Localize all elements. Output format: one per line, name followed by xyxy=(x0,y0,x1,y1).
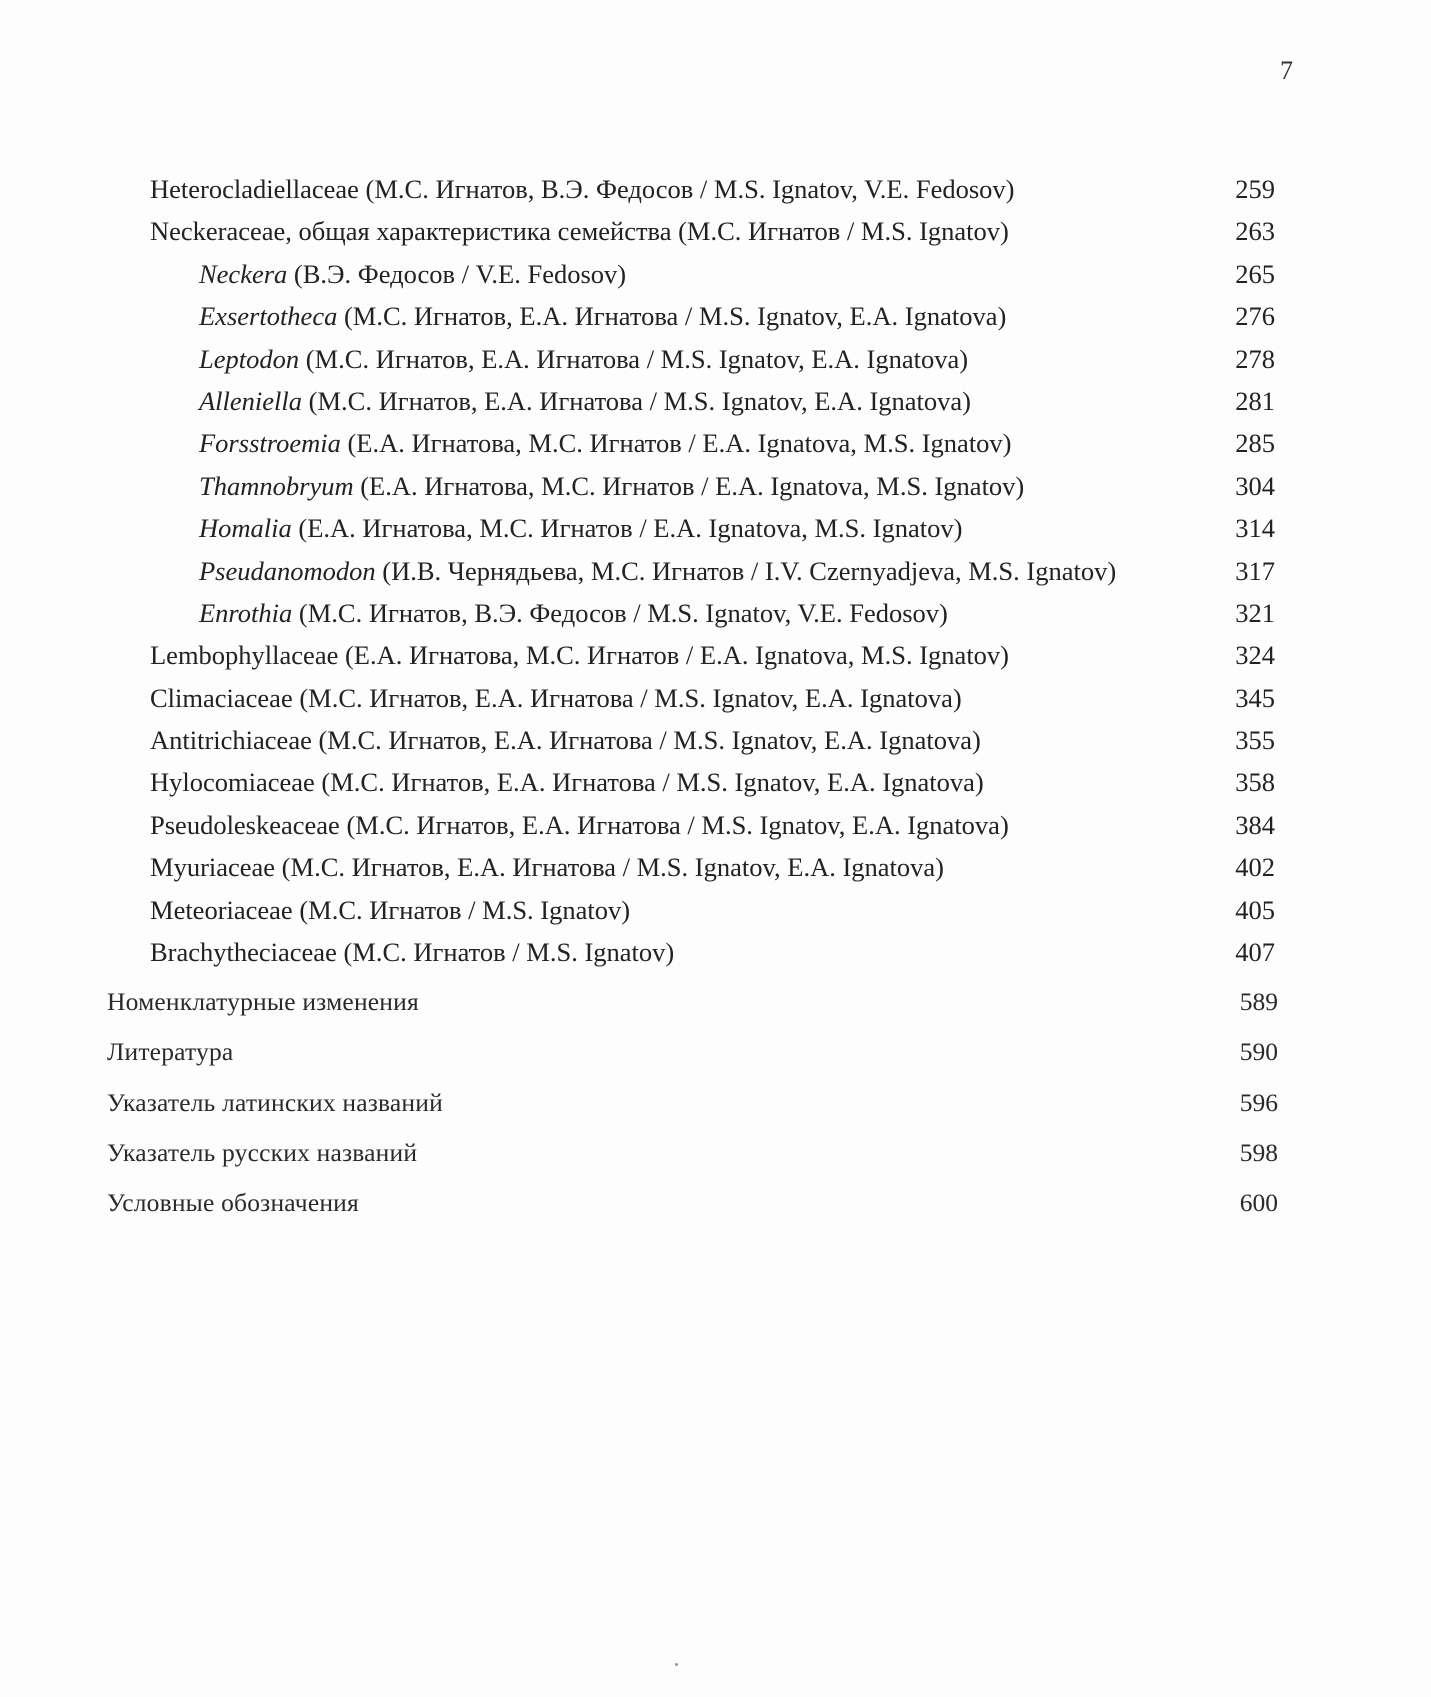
toc-entry-page: 304 xyxy=(1235,470,1275,501)
toc-entry-neckeraceae xyxy=(0,210,1431,252)
toc-entry-neckera xyxy=(0,253,1431,295)
toc-entry-page: 384 xyxy=(1235,809,1275,840)
toc-entry-title: Heterocladiellaceae (М.С. Игнатов, В.Э. Федосов / M.S. Ignatov, V.E. Fedosov) xyxy=(150,174,1015,204)
toc-entry-title: Exsertotheca (М.С. Игнатов, Е.А. Игнатова / M.S. Ignatov, E.A. Ignatova) xyxy=(199,301,1007,332)
genus-name: Exsertotheca xyxy=(199,301,338,332)
toc-entry-page: 345 xyxy=(1235,682,1275,713)
toc-entry-page: 263 xyxy=(1235,216,1275,247)
toc-entry-exsertotheca xyxy=(0,295,1431,337)
toc-entry-title: Climaciaceae (М.С. Игнатов, Е.А. Игнатова / M.S. Ignatov, E.A. Ignatova) xyxy=(150,682,962,713)
toc-section-latin-index xyxy=(0,1078,1431,1128)
genus-name: Leptodon xyxy=(199,343,300,374)
toc-section-title: Номенклатурные изменения xyxy=(107,987,419,1016)
paper-speck xyxy=(675,1663,678,1666)
toc-entry-title: Hylocomiaceae (М.С. Игнатов, Е.А. Игнатова / M.S. Ignatov, E.A. Ignatova) xyxy=(150,767,984,798)
toc-entry-page: 355 xyxy=(1235,725,1275,756)
toc-entry-forsstroemia xyxy=(0,422,1431,464)
toc-entry-page: 405 xyxy=(1235,894,1275,925)
toc-entry-title: Forsstroemia (Е.А. Игнатова, М.С. Игнатов / E.A. Ignatova, M.S. Ignatov) xyxy=(199,428,1012,459)
toc-entry-thamnobryum xyxy=(0,465,1431,507)
toc-entry-leptodon xyxy=(0,338,1431,380)
toc-entry-hylocomiaceae xyxy=(0,761,1431,803)
toc-section-page: 598 xyxy=(1239,1137,1278,1167)
toc-section-russian-index xyxy=(0,1128,1431,1178)
genus-name: Forsstroemia xyxy=(199,428,341,459)
toc-entry-climaciaceae xyxy=(0,677,1431,719)
toc-section-page: 600 xyxy=(1239,1188,1278,1218)
toc-entry-page: 321 xyxy=(1235,597,1275,628)
toc-entry-myuriaceae xyxy=(0,846,1431,888)
genus-name: Neckera xyxy=(199,258,288,289)
toc-back-matter xyxy=(0,977,1431,1228)
toc-entry-page: 358 xyxy=(1235,767,1275,798)
page-number: 7 xyxy=(1280,56,1293,85)
toc-section-title: Указатель латинских названий xyxy=(107,1087,443,1117)
toc-section-legend xyxy=(0,1178,1431,1228)
toc-entry-brachytheciaceae xyxy=(0,931,1431,973)
toc-entry-page: 285 xyxy=(1235,428,1275,459)
toc-entry-lembophyllaceae xyxy=(0,634,1431,676)
toc-entry-antitrichiaceae xyxy=(0,719,1431,761)
toc-entry-title: Leptodon (М.С. Игнатов, Е.А. Игнатова / M.S. Ignatov, E.A. Ignatova) xyxy=(199,343,969,374)
toc-section-literature xyxy=(0,1027,1431,1077)
genus-name: Homalia xyxy=(199,513,292,544)
toc-entry-title: Enrothia (М.С. Игнатов, В.Э. Федосов / M.S. Ignatov, V.E. Fedosov) xyxy=(199,597,948,628)
toc-entry-homalia xyxy=(0,507,1431,549)
genus-name: Enrothia xyxy=(199,597,293,628)
toc-entry-page: 314 xyxy=(1235,513,1275,544)
toc-entry-title: Alleniella (М.С. Игнатов, Е.А. Игнатова / M.S. Ignatov, E.A. Ignatova) xyxy=(199,385,971,416)
toc-section-title: Литература xyxy=(107,1037,234,1067)
toc-entry-pseudoleskeaceae xyxy=(0,804,1431,846)
toc-entry-title: Meteoriaceae (М.С. Игнатов / M.S. Ignatov) xyxy=(150,894,631,925)
toc-entry-heterocladiellaceae xyxy=(0,168,1431,210)
toc-section-nomenclature xyxy=(0,977,1431,1027)
toc-entry-page: 281 xyxy=(1235,385,1275,416)
toc-entry-title: Thamnobryum (Е.А. Игнатова, М.С. Игнатов / E.A. Ignatova, M.S. Ignatov) xyxy=(199,470,1025,501)
toc-entry-enrothia xyxy=(0,592,1431,634)
toc-entry-page: 278 xyxy=(1235,343,1275,374)
toc-section-title: Указатель русских названий xyxy=(107,1137,418,1167)
toc-section-page: 590 xyxy=(1239,1037,1278,1067)
toc-entry-title: Antitrichiaceae (М.С. Игнатов, Е.А. Игнатова / M.S. Ignatov, E.A. Ignatova) xyxy=(150,725,981,756)
toc-section-page: 596 xyxy=(1239,1087,1278,1117)
toc-section-page: 589 xyxy=(1239,987,1278,1016)
toc-entry-title: Pseudoleskeaceae (М.С. Игнатов, Е.А. Игнатова / M.S. Ignatov, E.A. Ignatova) xyxy=(150,809,1009,840)
toc-entry-page: 259 xyxy=(1235,174,1275,204)
toc-entry-title: Lembophyllaceae (Е.А. Игнатова, М.С. Игнатов / E.A. Ignatova, M.S. Ignatov) xyxy=(150,640,1010,671)
toc-entry-pseudanomodon xyxy=(0,550,1431,592)
toc-section-title: Условные обозначения xyxy=(107,1188,359,1218)
table-of-contents xyxy=(0,168,1431,973)
toc-entry-alleniella xyxy=(0,380,1431,422)
toc-entry-title: Pseudanomodon (И.В. Чернядьева, М.С. Игнатов / I.V. Czernyadjeva, M.S. Ignatov) xyxy=(199,555,1117,586)
toc-entry-title: Homalia (Е.А. Игнатова, М.С. Игнатов / E.A. Ignatova, M.S. Ignatov) xyxy=(199,513,963,544)
genus-name: Pseudanomodon xyxy=(199,555,376,586)
toc-entry-page: 402 xyxy=(1235,852,1275,883)
toc-entry-page: 324 xyxy=(1235,640,1275,671)
toc-entry-title: Brachytheciaceae (М.С. Игнатов / M.S. Ignatov) xyxy=(150,937,675,968)
toc-entry-page: 276 xyxy=(1235,301,1275,332)
toc-entry-meteoriaceae xyxy=(0,889,1431,931)
toc-entry-title: Neckera (В.Э. Федосов / V.E. Fedosov) xyxy=(199,258,627,289)
genus-name: Thamnobryum xyxy=(199,470,354,501)
toc-entry-page: 317 xyxy=(1235,555,1275,586)
toc-entry-title: Myuriaceae (М.С. Игнатов, Е.А. Игнатова / M.S. Ignatov, E.A. Ignatova) xyxy=(150,852,945,883)
toc-entry-page: 265 xyxy=(1235,258,1275,289)
toc-entry-title: Neckeraceae, общая характеристика семейства (М.С. Игнатов / M.S. Ignatov) xyxy=(150,216,1009,247)
toc-entry-page: 407 xyxy=(1235,937,1275,968)
genus-name: Alleniella xyxy=(199,385,303,416)
